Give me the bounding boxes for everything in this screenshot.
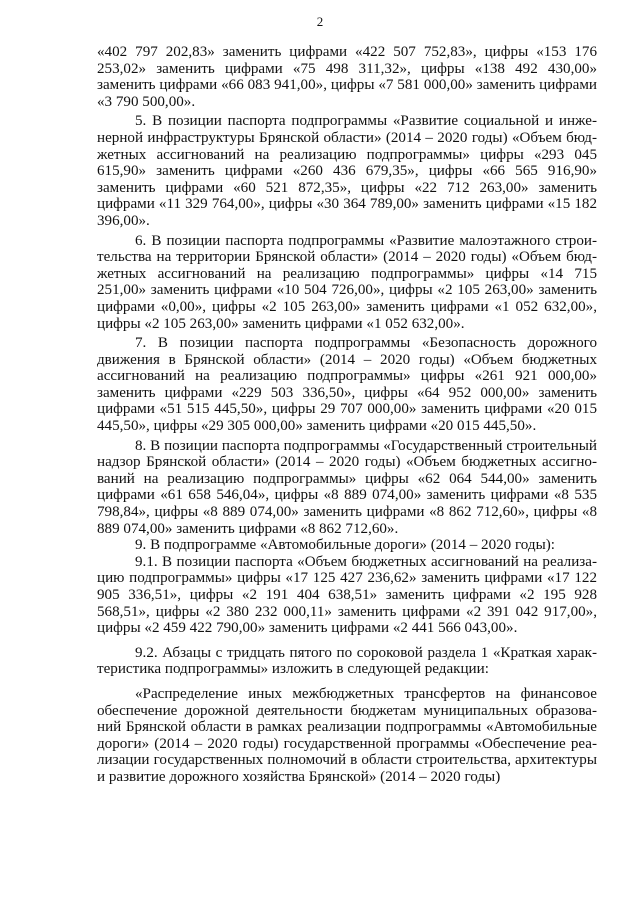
paragraph-item-9-2: 9.2. Абзацы с тридцать пятого по сороковой раздела 1 «Краткая характеристика подпрограммы» изложить в следующей редакции: xyxy=(97,644,597,678)
page-number: 2 xyxy=(316,14,324,29)
document-body xyxy=(97,44,597,786)
paragraph-item-7: 7. В позиции паспорта подпрограммы «Безопасность дорожного движения в Брянской области» (2014 – 2020 годы) «Объем бюджетных ассигнований на реализацию подпрограммы» цифры «261 921 000,00» заменить цифрами «229 503 336,50», цифры «64 952 000,00» заменить цифрами «51 515 445,50», цифры 29 707 000,00» заменить цифрами «20 015 445,50», цифры «29 305 000,00» заменить цифрами «20 015 445,50». xyxy=(97,335,597,435)
paragraph-item-5: 5. В позиции паспорта подпрограммы «Развитие социальной и инженерной инфраструктуры Брянской области» (2014 – 2020 годы) «Объем бюджетных ассигнований на реализацию подпрограммы» цифры «293 045 615,90» заменить цифрами «260 436 679,35», цифры «66 565 916,90» заменить цифрами «60 521 872,35», цифры «22 712 263,00» заменить цифрами «11 329 764,00», цифры «30 364 789,00» заменить цифрами «15 182 396,00». xyxy=(97,113,597,229)
paragraph-item-8: 8. В позиции паспорта подпрограммы «Государственный строительный надзор Брянской области» (2014 – 2020 годы) «Объем бюджетных ассигнований на реализацию подпрограммы» цифры «62 064 544,00» заменить цифрами «61 658 546,04», цифры «8 889 074,00» заменить цифрами «8 535 798,84», цифры «8 889 074,00» заменить цифрами «8 862 712,60», цифры «8 889 074,00» заменить цифрами «8 862 712,60». xyxy=(97,437,597,537)
paragraph-continuation: «402 797 202,83» заменить цифрами «422 507 752,83», цифры «153 176 253,02» заменить цифрами «75 498 311,32», цифры «138 492 430,00» заменить цифрами «66 083 941,00», цифры «7 581 000,00» заменить цифрами «3 790 500,00». xyxy=(97,44,597,110)
paragraph-item-9: 9. В подпрограмме «Автомобильные дороги» (2014 – 2020 годы): xyxy=(135,537,555,554)
paragraph-item-9-1: 9.1. В позиции паспорта «Объем бюджетных ассигнований на реализацию подпрограммы» цифры «17 125 427 236,62» заменить цифрами «17 122 905 336,51», цифры «2 191 404 638,51» заменить цифрами «2 195 928 568,51», цифры «2 380 232 000,11» заменить цифрами «2 391 042 917,00», цифры «2 459 422 790,00» заменить цифрами «2 441 566 043,00». xyxy=(97,553,597,637)
paragraph-quote: «Распределение иных межбюджетных трансфертов на финансовое обеспечение дорожной деятельности бюджетам муниципальных образований Брянской области в рамках реализации подпрограммы «Автомобильные дороги» (2014 – 2020 годы) государственной программы «Обеспечение реализации государственных полномочий в области строительства, архитектуры и развитие дорожного хозяйства Брянской» (2014 – 2020 годы) xyxy=(97,685,597,785)
paragraph-item-6: 6. В позиции паспорта подпрограммы «Развитие малоэтажного строительства на территории Брянской области» (2014 – 2020 годы) «Объем бюджетных ассигнований на реализацию подпрограммы» цифры «14 715 251,00» заменить цифрами «10 504 726,00», цифры «2 105 263,00» заменить цифрами «0,00», цифры «2 105 263,00» заменить цифрами «1 052 632,00», цифры «2 105 263,00» заменить цифрами «1 052 632,00». xyxy=(97,232,597,332)
